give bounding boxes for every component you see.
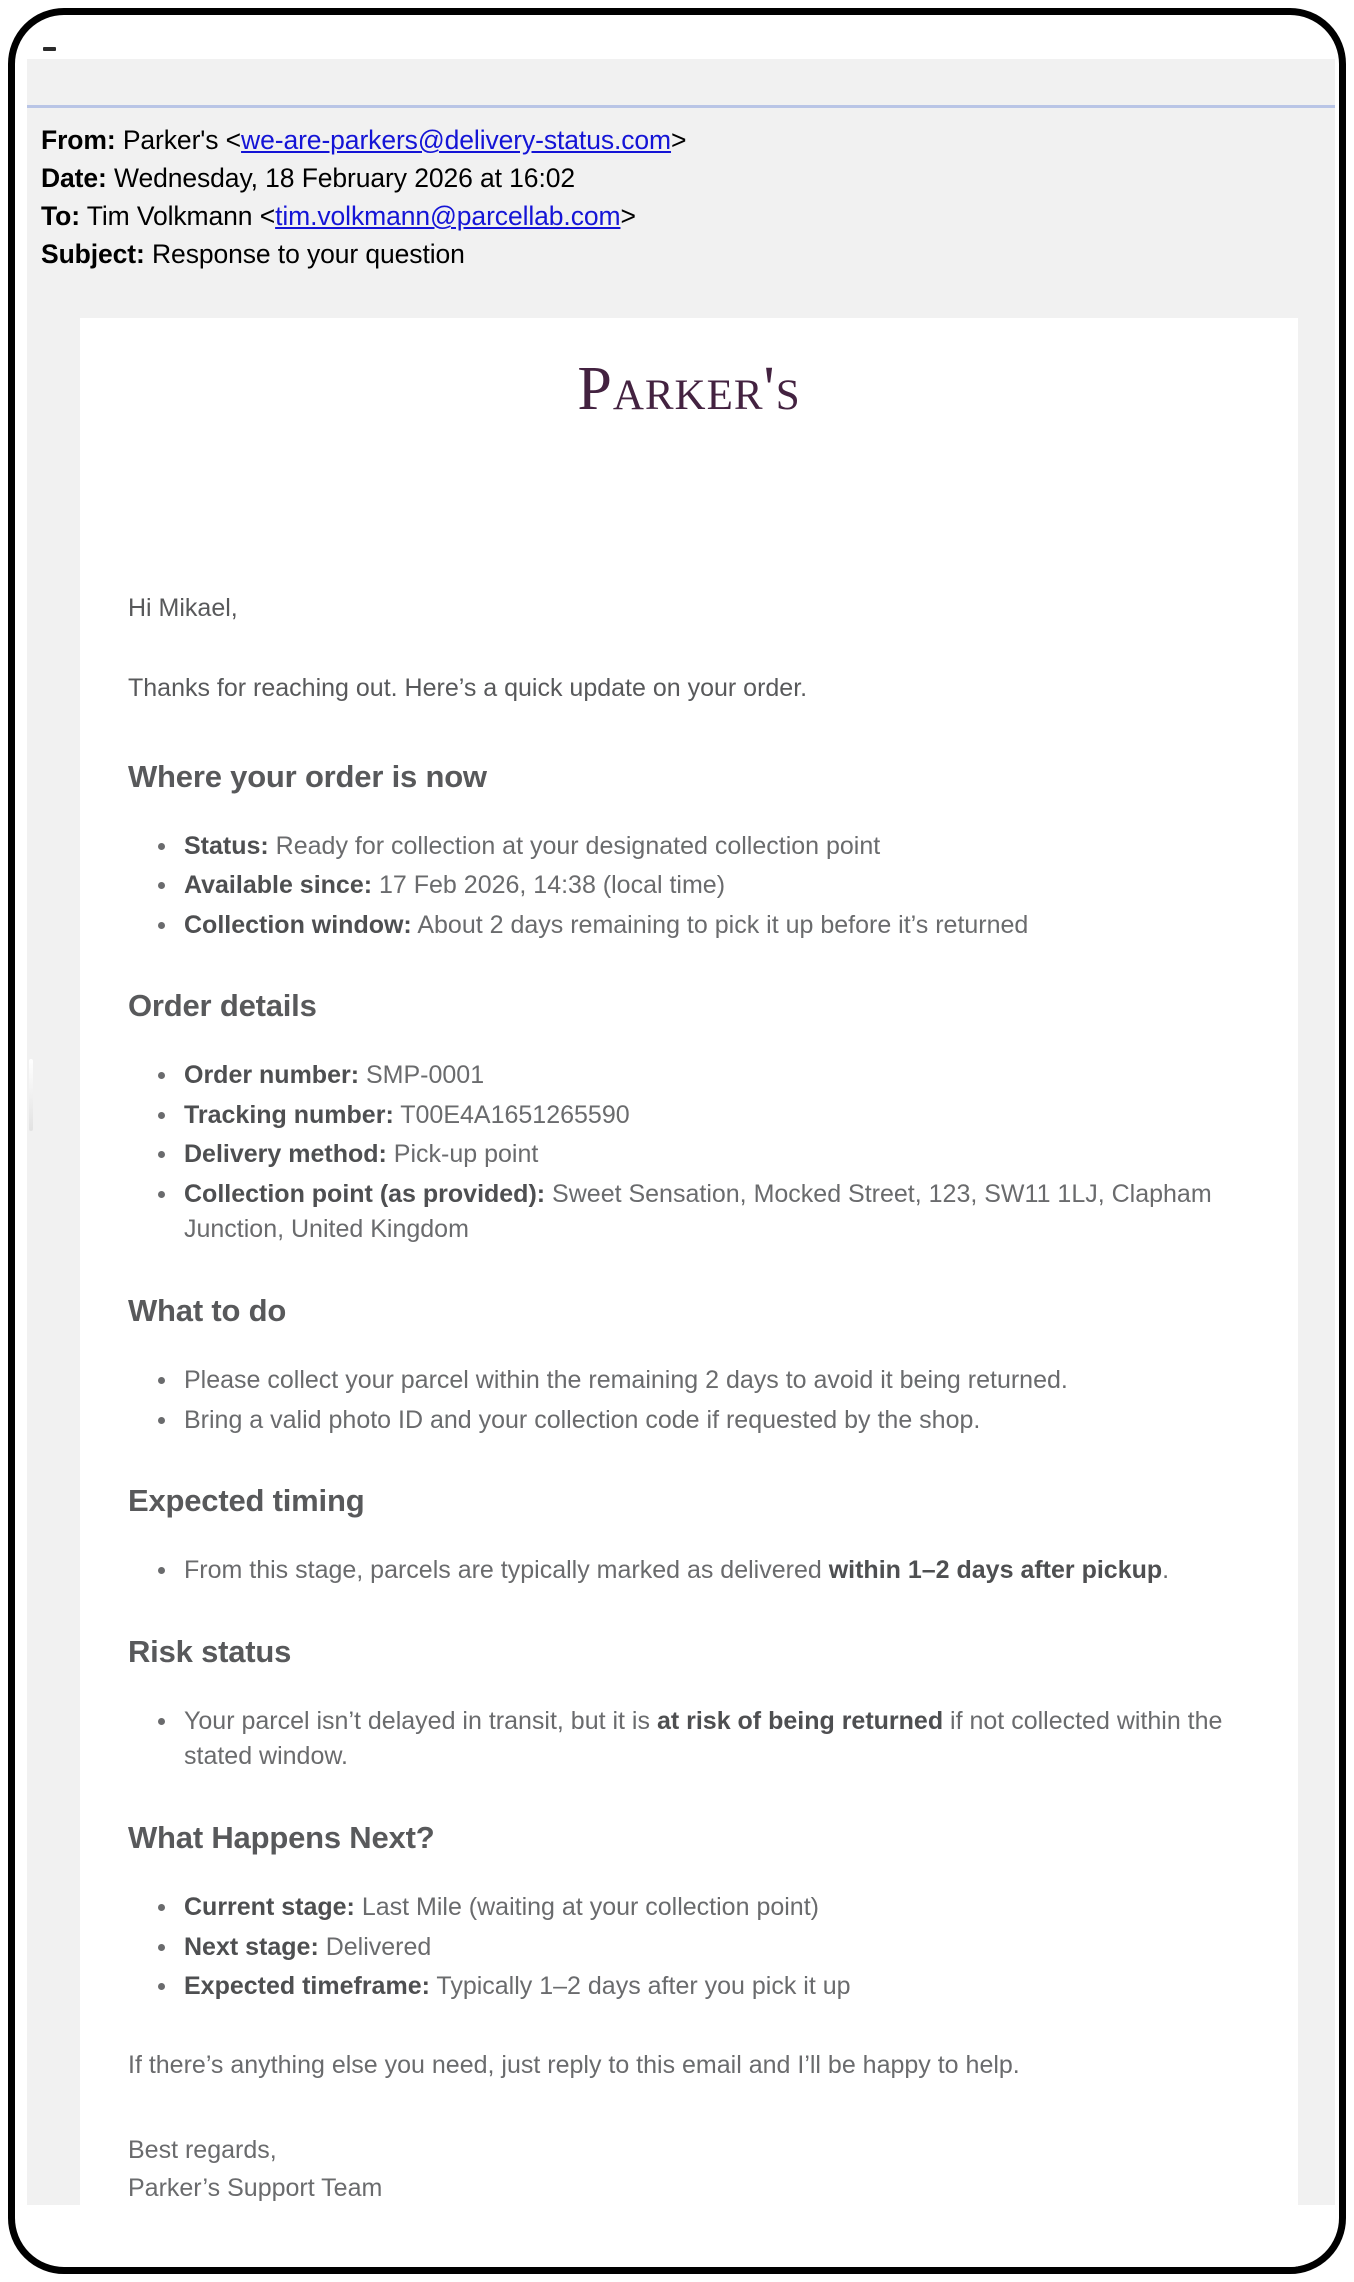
mail-header-strip — [27, 59, 1335, 105]
device-frame — [8, 8, 1346, 2274]
from-name: Parker's < — [122, 125, 242, 155]
logo-spacer — [80, 430, 1298, 592]
list-item — [184, 1137, 1266, 1173]
device-speaker-dash — [43, 47, 56, 51]
list-item — [184, 1363, 1266, 1399]
list-item-label: Collection point (as provided): — [184, 1179, 546, 1208]
list-item-label: Current stage: — [184, 1893, 355, 1922]
mail-header-fields — [41, 121, 1321, 273]
section-title: What to do — [128, 1292, 287, 1328]
list-item-value: T00E4A1651265590 — [393, 1100, 630, 1129]
brand-header — [80, 318, 1298, 430]
list-item-value: Bring a valid photo ID and your collection code if requested by the shop. — [184, 1405, 981, 1434]
list-item-label: Collection window: — [184, 910, 412, 939]
list-item-value: Your parcel isn’t delayed in transit, but it is — [184, 1706, 657, 1735]
list-item-value: Ready for collection at your designated collection point — [268, 831, 881, 860]
list-item-label: Next stage: — [184, 1932, 319, 1961]
subject-value: Response to your question — [152, 239, 465, 269]
list-item-value: About 2 days remaining to pick it up before it’s returned — [411, 910, 1029, 939]
section-bullet-list — [128, 1363, 1266, 1438]
list-item — [184, 1553, 1266, 1589]
section-title: What Happens Next? — [128, 1819, 435, 1855]
list-item-value: Delivered — [318, 1932, 432, 1961]
list-item — [184, 868, 1266, 904]
intro-text: Thanks for reaching out. Here’s a quick update on your order. — [128, 673, 808, 702]
list-item-value: Sweet Sensation, Mocked Street, 123, SW11 1LJ, Clapham Junction, United Kingdom — [184, 1179, 1212, 1244]
list-item-emphasis: at risk of being returned — [656, 1706, 944, 1735]
list-item-value: Last Mile (waiting at your collection point) — [354, 1893, 819, 1922]
to-email-link[interactable]: tim.volkmann@parcellab.com — [275, 201, 621, 231]
list-item-emphasis: within 1–2 days after pickup — [828, 1556, 1163, 1585]
email-sections — [128, 758, 1266, 2005]
scrollbar-thumb[interactable] — [29, 1059, 33, 1131]
list-item-value: Please collect your parcel within the remaining 2 days to avoid it being returned. — [184, 1366, 1068, 1395]
list-item — [184, 1969, 1266, 2005]
date-value: Wednesday, 18 February 2026 at 16:02 — [114, 163, 575, 193]
closing-text: If there’s anything else you need, just reply to this email and I’ll be happy to help. — [128, 2050, 1020, 2079]
to-close-bracket: > — [620, 201, 636, 231]
list-item-value: 17 Feb 2026, 14:38 (local time) — [372, 871, 726, 900]
list-item-value: Pick-up point — [386, 1140, 539, 1169]
mail-header-divider — [27, 105, 1335, 108]
list-item — [184, 1403, 1266, 1439]
signoff-line-2: Parker’s Support Team — [128, 2173, 383, 2202]
list-item-label: Order number: — [184, 1061, 360, 1090]
list-item — [184, 1890, 1266, 1926]
section-bullet-list — [128, 1704, 1266, 1775]
from-close-bracket: > — [671, 125, 687, 155]
section-bullet-list — [128, 1890, 1266, 2005]
section-title: Where your order is now — [128, 758, 487, 794]
from-label: From: — [41, 125, 116, 155]
email-body-card — [80, 318, 1298, 2267]
section-bullet-list — [128, 1553, 1266, 1589]
to-label: To: — [41, 201, 80, 231]
mail-viewport[interactable] — [27, 59, 1335, 2205]
list-item-value: SMP-0001 — [359, 1061, 485, 1090]
list-item-tail: if not collected within the stated window. — [184, 1706, 1223, 1771]
list-item — [184, 1177, 1266, 1248]
list-item-label: Tracking number: — [184, 1100, 394, 1129]
section-bullet-list — [128, 829, 1266, 944]
list-item — [184, 1098, 1266, 1134]
section-title: Risk status — [128, 1633, 292, 1669]
to-name: Tim Volkmann < — [86, 201, 276, 231]
list-item — [184, 908, 1266, 944]
header-row-to — [41, 197, 1321, 235]
list-item — [184, 1930, 1266, 1966]
list-item-tail: . — [1162, 1556, 1170, 1585]
header-row-from — [41, 121, 1321, 159]
list-item-value: Typically 1–2 days after you pick it up — [429, 1972, 851, 2001]
date-label: Date: — [41, 163, 107, 193]
list-item-label: Available since: — [184, 871, 373, 900]
list-item — [184, 1058, 1266, 1094]
section-bullet-list — [128, 1058, 1266, 1248]
list-item — [184, 1704, 1266, 1775]
signoff-block — [128, 2132, 1266, 2207]
header-row-date — [41, 159, 1321, 197]
list-item-label: Delivery method: — [184, 1140, 387, 1169]
section-title: Expected timing — [128, 1483, 365, 1519]
from-email-link[interactable]: we-are-parkers@delivery-status.com — [241, 125, 672, 155]
parkers-logo: Parker's — [577, 355, 801, 423]
subject-label: Subject: — [41, 239, 145, 269]
list-item-label: Expected timeframe: — [184, 1972, 430, 2001]
list-item-value: From this stage, parcels are typically marked as delivered — [184, 1556, 829, 1585]
list-item — [184, 829, 1266, 865]
section-title: Order details — [128, 988, 317, 1024]
signoff-line-1: Best regards, — [128, 2136, 277, 2165]
email-content — [80, 592, 1298, 2207]
list-item-label: Status: — [184, 831, 269, 860]
header-row-subject — [41, 235, 1321, 273]
greeting-text: Hi Mikael, — [128, 594, 238, 622]
